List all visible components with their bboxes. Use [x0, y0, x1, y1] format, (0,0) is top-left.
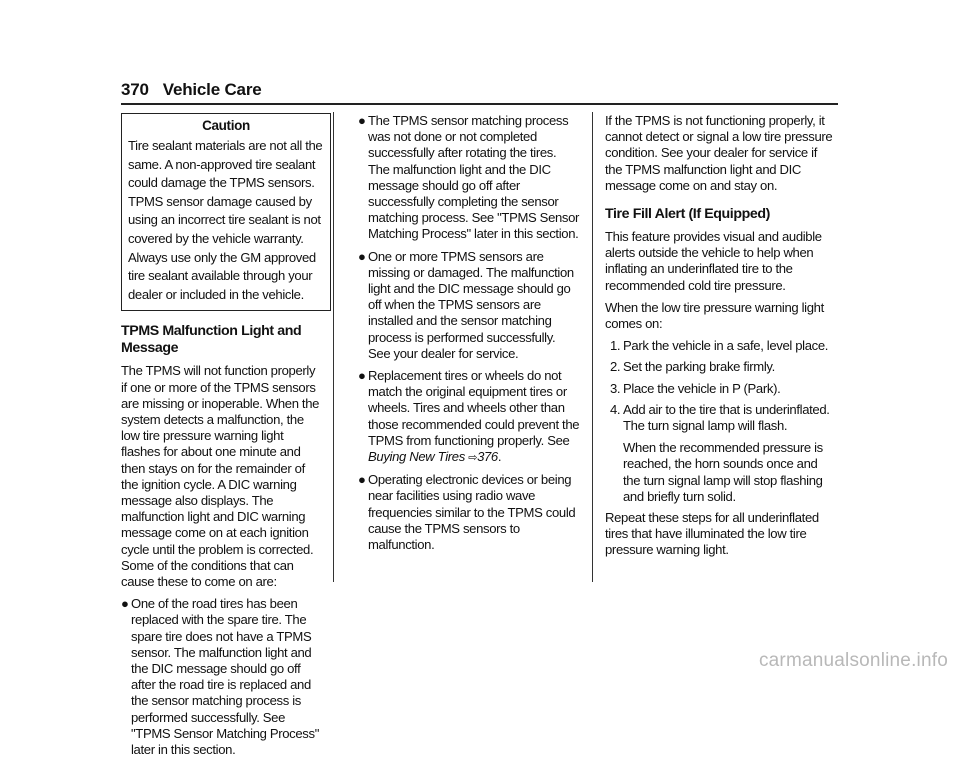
section-title: Vehicle Care: [162, 80, 262, 99]
step-number: 4.: [610, 401, 621, 417]
list-item: [605, 338, 835, 354]
bullet-icon: ●: [358, 248, 366, 264]
bullet-icon: ●: [358, 472, 366, 488]
caution-body: Tire sealant materials are not all the same. A non-approved tire sealant could damage the TPMS sensors. TPMS sensor damage caused by using an incorrect tire sealant is not covered by the vehicle warranty. Always use only the GM approved tire sealant available through your dealer or included in the vehicle.: [128, 138, 323, 302]
header-rule: [121, 103, 838, 105]
step-subparagraph: When the recommended pressure is reached, the horn sounds once and the turn signal lamp will stop flashing and briefly turn solid.: [623, 440, 823, 504]
bullet-icon: ●: [358, 368, 366, 384]
tire-fill-alert-lead: When the low tire pressure warning light comes on:: [605, 299, 824, 332]
condition-spare-tire: One of the road tires has been replaced with the spare tire. The spare tire does not have a TPMS sensor. The malfunction light and the DIC message should go off after the road tire is replaced and the sensor matching process is performed successfully. See "TPMS Sensor Matching Process" later in this section.: [131, 596, 319, 758]
buying-new-tires-page[interactable]: 376: [477, 449, 498, 465]
tire-fill-alert-closing: Repeat these steps for all underinflated tires that have illuminated the low tire pressure warning light.: [605, 510, 819, 558]
step-number: 3.: [610, 380, 621, 396]
buying-new-tires-link[interactable]: Buying New Tires: [368, 449, 465, 465]
tire-fill-alert-intro: This feature provides visual and audible alerts outside the vehicle to help when inflating an underinflated tire to the recommended cold tire pressure.: [605, 229, 822, 293]
tpms-conditions-list-part1: [121, 596, 321, 758]
condition-replacement-tires: Replacement tires or wheels do not match the original equipment tires or wheels. Tires and wheels other than those recommended could prevent the TPMS from functioning properly. See: [368, 368, 580, 448]
step-text: Park the vehicle in a safe, level place.: [623, 338, 829, 354]
step-number: 2.: [610, 359, 621, 375]
step-text: Add air to the tire that is underinflated. The turn signal lamp will flash.: [623, 401, 830, 434]
page-reference-arrow-icon: ⇨: [468, 452, 478, 465]
step-text: Place the vehicle in P (Park).: [623, 380, 781, 396]
tpms-malfunction-closing: If the TPMS is not functioning properly, it cannot detect or signal a low tire pressure condition. See your dealer for service if the TPMS malfunction light and DIC message come on and stay on.: [605, 113, 833, 193]
caution-title: Caution: [202, 118, 250, 133]
column-1: [121, 113, 321, 764]
tpms-conditions-list-part2: [358, 113, 580, 553]
list-item: [605, 402, 835, 505]
list-item: [358, 472, 580, 553]
condition-electronic-devices: Operating electronic devices or being near facilities using radio wave frequencies similar to the TPMS could cause the TPMS sensors to malfunction.: [368, 472, 576, 553]
list-item: [121, 596, 321, 758]
condition-sensors-missing: One or more TPMS sensors are missing or damaged. The malfunction light and the DIC message should go off when the TPMS sensors are installed and the sensor matching process is performed successfully. See your dealer for service.: [368, 248, 574, 361]
caution-box: [121, 113, 331, 311]
column-divider-2: [592, 112, 593, 582]
step-number: 1.: [610, 338, 621, 354]
list-item: [605, 359, 835, 375]
column-3: [605, 113, 835, 565]
column-2: [358, 113, 580, 559]
bullet-icon: ●: [121, 596, 129, 612]
list-item: ● Replacement tires or wheels do not match the original equipment tires or wheels. Tires and wheels other than those recommended could prevent the TPMS from functioning properly. See Buying New Tires ⇨376.: [358, 368, 580, 465]
tire-fill-alert-heading: Tire Fill Alert (If Equipped): [605, 206, 770, 223]
list-item: [358, 113, 580, 243]
condition-matching-not-done: The TPMS sensor matching process was not done or not completed successfully after rotating the tires. The malfunction light and the DIC message should go off after successfully completing the sensor matching process. See "TPMS Sensor Matching Process" later in this section.: [368, 113, 580, 242]
bullet-icon: ●: [358, 113, 366, 128]
page-number: 370: [121, 80, 149, 99]
tire-fill-steps: [605, 338, 835, 505]
watermark: carmanualsonline.info: [758, 650, 948, 671]
tpms-malfunction-heading: TPMS Malfunction Light and Message: [121, 323, 302, 357]
page-header: [121, 80, 262, 100]
tpms-malfunction-intro: The TPMS will not function properly if one or more of the TPMS sensors are missing or inoperable. When the system detects a malfunction, the low tire pressure warning light flashes for about one minute and then stays on for the remainder of the ignition cycle. A DIC warning message also displays. The malfunction light and DIC warning message come on at each ignition cycle until the problem is corrected. Some of the conditions that can cause these to come on are:: [121, 363, 320, 589]
list-item: [358, 249, 580, 362]
list-item: [605, 381, 835, 397]
step-text: Set the parking brake firmly.: [623, 359, 775, 375]
column-divider-1: [333, 112, 334, 582]
